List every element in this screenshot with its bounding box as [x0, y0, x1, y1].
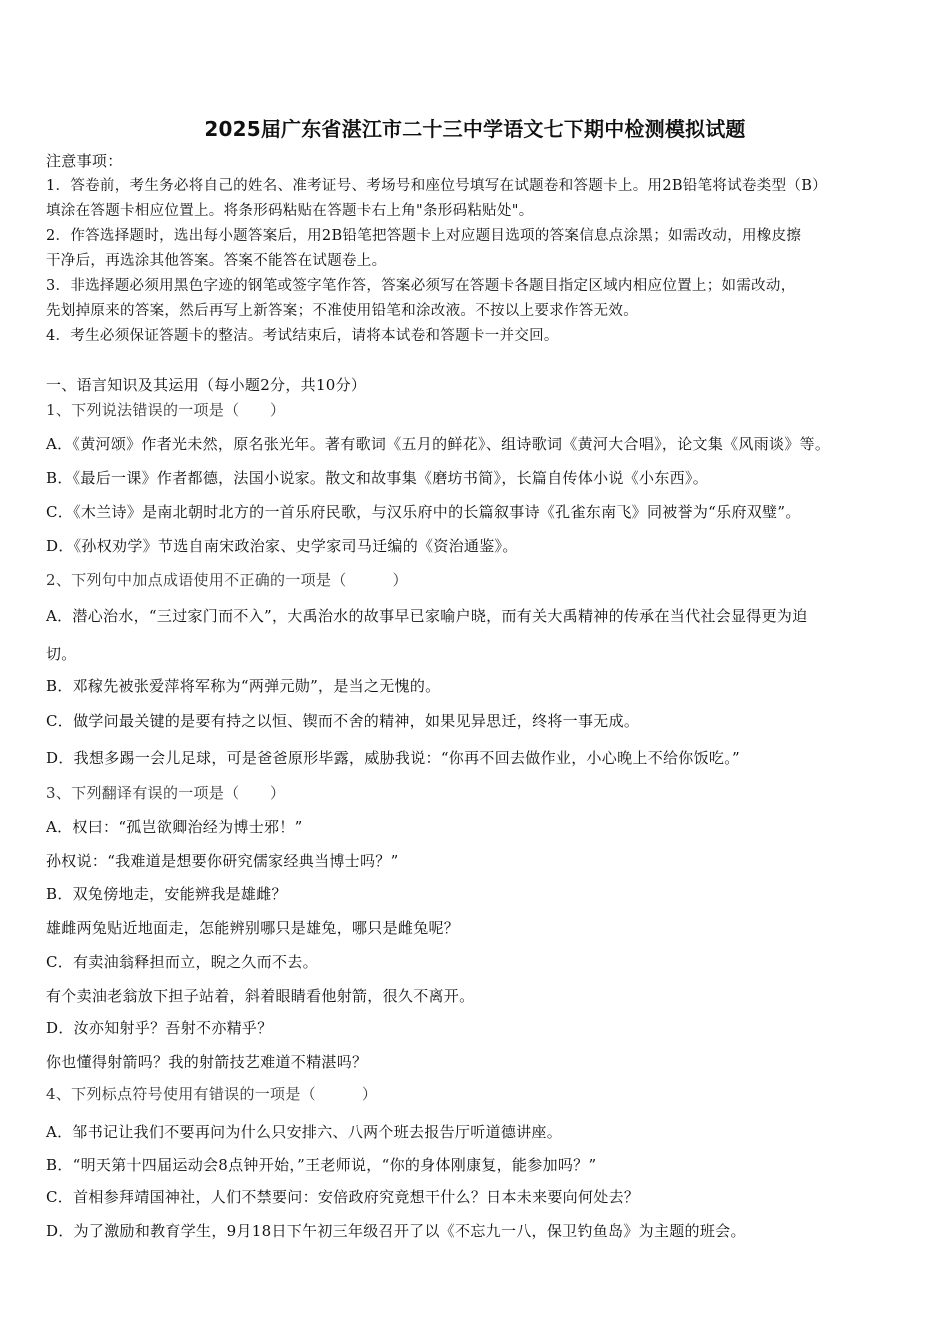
question-option: C．《木兰诗》是南北朝时北方的一首乐府民歌，与汉乐府中的长篇叙事诗《孔雀东南飞》同被誉为“乐府双璧”。	[46, 503, 801, 521]
translation: 你也懂得射箭吗？我的射箭技艺难道不精湛吗？	[46, 1053, 368, 1071]
question-option: D．为了激励和教育学生，9月18日下午初三年级召开了以《不忘九一八，保卫钓鱼岛》为主题的班会。	[46, 1222, 746, 1240]
question-option: A．邹书记让我们不要再问为什么只安排六、八两个班去报告厅听道德讲座。	[46, 1123, 563, 1141]
page-title: 2025届广东省湛江市二十三中学语文七下期中检测模拟试题	[204, 117, 746, 141]
question-stem: 3、下列翻译有误的一项是（ ）	[46, 784, 286, 802]
question-option: A．《黄河颂》作者光未然，原名张光年。著有歌词《五月的鲜花》、组诗歌词《黄河大合唱》，论文集《风雨谈》等。	[46, 435, 831, 453]
notice-line: 干净后，再选涂其他答案。答案不能答在试题卷上。	[46, 253, 387, 269]
question-option: B．双兔傍地走，安能辨我是雄雌？	[46, 885, 287, 903]
question-option: C．有卖油翁释担而立，睨之久而不去。	[46, 953, 318, 971]
question-option: C．首相参拜靖国神社，人们不禁要问：安倍政府究竟想干什么？日本未来要向何处去？	[46, 1188, 640, 1206]
question-option: A．权曰：“孤岂欲卿治经为博士邪！”	[46, 818, 303, 836]
question-option: D．我想多踢一会儿足球，可是爸爸原形毕露，威胁我说：“你再不回去做作业，小心晚上不给你饭吃。”	[46, 749, 740, 767]
question-option: B．《最后一课》作者都德，法国小说家。散文和故事集《磨坊书简》，长篇自传体小说《小东西》。	[46, 469, 709, 487]
question-option: C．做学问最关键的是要有持之以恒、锲而不舍的精神，如果见异思迁，终将一事无成。	[46, 712, 640, 730]
question-option: D．《孙权劝学》节选自南宋政治家、史学家司马迁编的《资治通鉴》。	[46, 537, 518, 555]
question-stem: 1、下列说法错误的一项是（ ）	[46, 401, 286, 419]
question-option: 切。	[46, 645, 77, 663]
notice-line: 3．非选择题必须用黑色字迹的钢笔或签字笔作答，答案必须写在答题卡各题目指定区域内相应位置上；如需改动，	[46, 278, 796, 294]
question-stem: 4、下列标点符号使用有错误的一项是（ ）	[46, 1085, 378, 1103]
notice-line: 2．作答选择题时，选出每小题答案后，用2B铅笔把答题卡上对应题目选项的答案信息点涂黑；如需改动，用橡皮擦	[46, 228, 802, 244]
translation: 有个卖油老翁放下担子站着，斜着眼睛看他射箭，很久不离开。	[46, 987, 475, 1005]
translation: 孙权说：“我难道是想要你研究儒家经典当博士吗？”	[46, 852, 399, 870]
notice-line: 1．答卷前，考生务必将自己的姓名、准考证号、考场号和座位号填写在试题卷和答题卡上。用2B铅笔将试卷类型（B）	[46, 178, 827, 194]
question-option: B．“明天第十四届运动会8点钟开始，”王老师说，“你的身体刚康复，能参加吗？”	[46, 1156, 597, 1174]
question-option: B．邓稼先被张爱萍将军称为“两弹元勋”，是当之无愧的。	[46, 677, 441, 695]
question-option: A．潜心治水，“三过家门而不入”，大禹治水的故事早已家喻户晓，而有关大禹精神的传承在当代社会显得更为迫	[46, 607, 808, 625]
notice-line: 填涂在答题卡相应位置上。将条形码粘贴在答题卡右上角"条形码粘贴处"。	[46, 203, 534, 219]
question-stem: 2、下列句中加点成语使用不正确的一项是（ ）	[46, 571, 408, 589]
section-heading: 一、语言知识及其运用（每小题2分，共10分）	[46, 376, 367, 394]
notice-line: 先划掉原来的答案，然后再写上新答案；不准使用铅笔和涂改液。不按以上要求作答无效。	[46, 303, 638, 319]
notice-heading: 注意事项：	[46, 152, 123, 170]
question-option: D．汝亦知射乎？吾射不亦精乎？	[46, 1019, 273, 1037]
notice-line: 4．考生必须保证答题卡的整洁。考试结束后，请将本试卷和答题卡一并交回。	[46, 328, 559, 344]
translation: 雄雌两兔贴近地面走，怎能辨别哪只是雄兔，哪只是雌兔呢？	[46, 919, 460, 937]
